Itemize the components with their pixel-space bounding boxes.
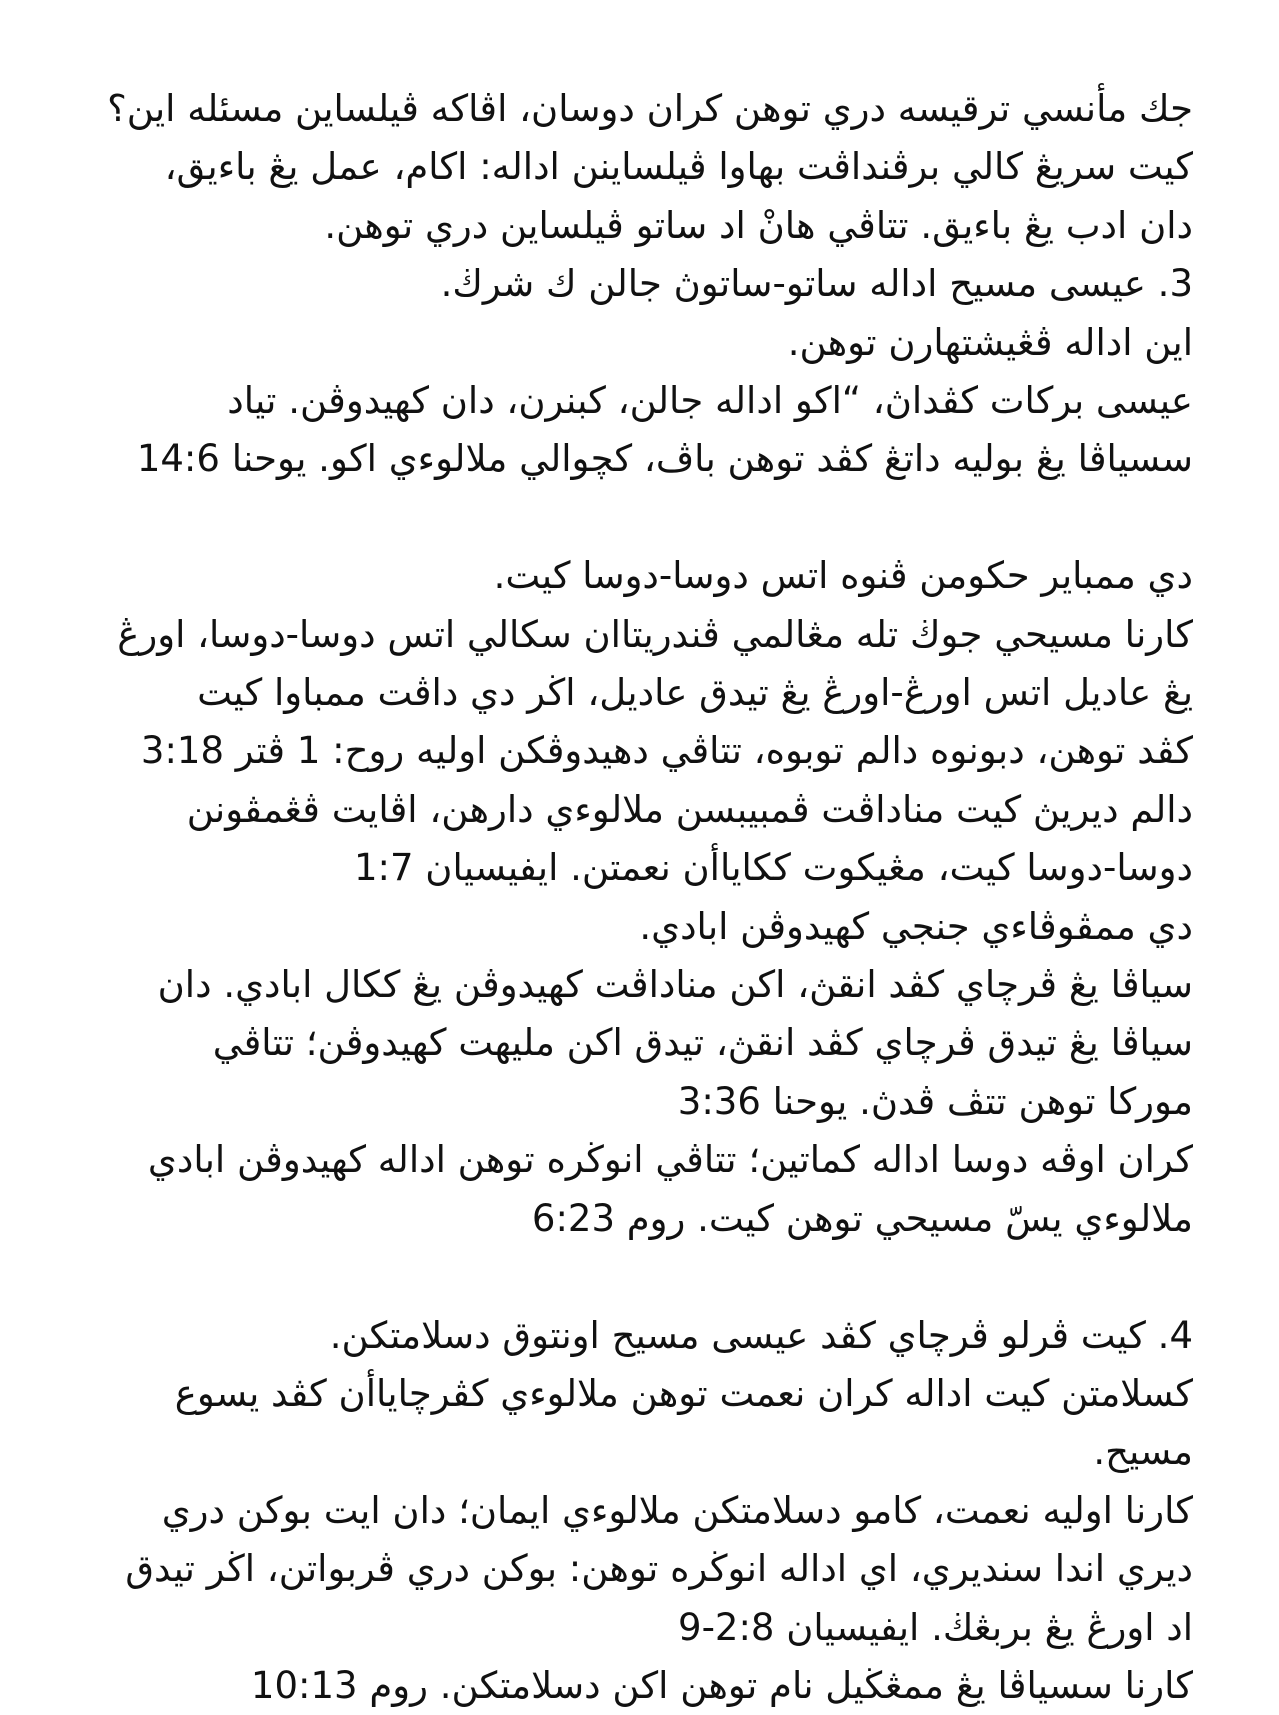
text-line: يڠ عاديل اتس اورڠ-اورڠ يڠ تيدق عاديل، اڬر دي داڤت ممباوا كيت bbox=[85, 664, 1193, 722]
text-line: دي ممڤوڤاءي جنجي كهيدوڤن ابادي. bbox=[85, 898, 1193, 956]
text-line: اين اداله ڤڠيشتهارن توهن. bbox=[85, 314, 1193, 372]
text-line: كسلامتن كيت اداله كران نعمت توهن ملالوءي كڤرچاياأن كڤد يسوع bbox=[85, 1365, 1193, 1423]
text-line: دان ادب يڠ باءيق. تتاڤي هانْ اد ساتو ڤيلساين دري توهن. bbox=[85, 197, 1193, 255]
paragraph-block-1 bbox=[85, 80, 1193, 489]
text-line: سياڤا يڠ تيدق ڤرچاي كڤد انقڽ، تيدق اكن مليهت كهيدوڤن؛ تتاڤي bbox=[85, 1014, 1193, 1072]
text-line: موركا توهن تتڤ ڤدڽ. يوحنا 3:36 bbox=[85, 1073, 1193, 1131]
text-line: كيت سريڠ كالي برڤنداڤت بهاوا ڤيلساينن اداله: اكام، عمل يڠ باءيق، bbox=[85, 138, 1193, 196]
paragraph-block-3 bbox=[85, 1307, 1193, 1715]
text-line: ديري اندا سنديري، اي اداله انوڬره توهن: بوكن دري ڤربواتن، اڬر تيدق bbox=[85, 1540, 1193, 1598]
text-line: سسياڤا يڠ بوليه داتڠ كڤد توهن باڤ، كچوالي ملالوءي اكو. يوحنا 14:6 bbox=[85, 430, 1193, 488]
text-line: جك مأنسي ترقيسه دري توهن كران دوسان، اڤاكه ڤيلساين مسئله اين؟ bbox=[85, 80, 1193, 138]
text-line: كارنا سسياڤا يڠ ممڠڬيل نام توهن اكن دسلامتكن. روم 10:13 bbox=[85, 1657, 1193, 1715]
text-line: كارنا مسيحي جوڬ تله مڠالمي ڤندريتاان سكالي اتس دوسا-دوسا، اورڠ bbox=[85, 606, 1193, 664]
text-line: مسيح. bbox=[85, 1423, 1193, 1481]
paragraph-block-2 bbox=[85, 547, 1193, 1248]
text-line: ملالوءي يسّ مسيحي توهن كيت. روم 6:23 bbox=[85, 1190, 1193, 1248]
paragraph-gap bbox=[85, 1248, 1193, 1306]
text-line: سياڤا يڠ ڤرچاي كڤد انقڽ، اكن مناداڤت كهيدوڤن يڠ ككال ابادي. دان bbox=[85, 956, 1193, 1014]
text-line: كران اوڤه دوسا اداله كماتين؛ تتاڤي انوڬره توهن اداله كهيدوڤن ابادي bbox=[85, 1131, 1193, 1189]
text-line: دالم ديريڽ كيت مناداڤت ڤمبيبسن ملالوءي دارهن، اڤايت ڤڠمڤونن bbox=[85, 781, 1193, 839]
text-line: كارنا اوليه نعمت، كامو دسلامتكن ملالوءي ايمان؛ دان ايت بوكن دري bbox=[85, 1482, 1193, 1540]
text-line: دوسا-دوسا كيت، مڠيكوت ككاياأن نعمتن. ايفيسيان 1:7 bbox=[85, 839, 1193, 897]
paragraph-gap bbox=[85, 489, 1193, 547]
text-line: اد اورڠ يڠ بربڠڬ. ايفيسيان 2:8-9 bbox=[85, 1599, 1193, 1657]
text-line: دي ممباير حكومن ڤنوه اتس دوسا-دوسا كيت. bbox=[85, 547, 1193, 605]
text-line: كڤد توهن، دبونوه دالم توبوه، تتاڤي دهيدوڤكن اوليه روح: 1 ڤتر 3:18 bbox=[85, 722, 1193, 780]
text-line: عيسى برکات كڤداڽ، “اكو اداله جالن، كبنرن، دان كهيدوڤن. تياد bbox=[85, 372, 1193, 430]
section-heading-4: 4. كيت ڤرلو ڤرچاي كڤد عيسى مسيح اونتوق دسلامتكن. bbox=[85, 1307, 1193, 1365]
document-page bbox=[85, 80, 1193, 1715]
section-heading-3: 3. عيسى مسيح اداله ساتو-ساتوڽ جالن ك شرڬ. bbox=[85, 255, 1193, 313]
